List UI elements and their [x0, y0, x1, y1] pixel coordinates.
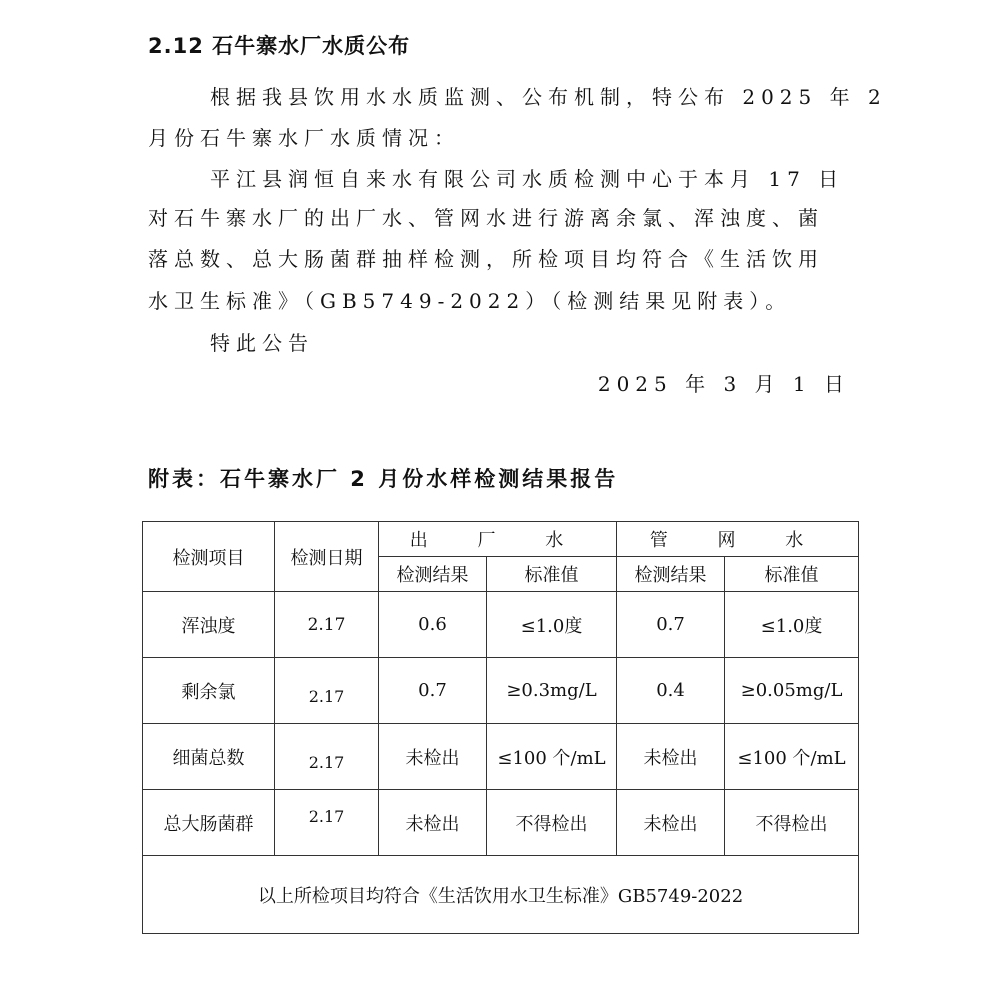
paragraph-2-line-4: 水卫生标准》（GB5749-2022）（检测结果见附表）。 — [148, 289, 792, 313]
closing-text: 特此公告 — [210, 331, 314, 355]
header-item: 检测项目 — [143, 522, 275, 592]
paragraph-2-line-1: 平江县润恒自来水有限公司水质检测中心于本月 17 日 — [210, 167, 845, 191]
cell-date: 2.17 — [308, 753, 345, 772]
cell-network-result: 0.4 — [617, 658, 725, 724]
cell-date: 2.17 — [308, 807, 345, 826]
cell-date: 2.17 — [308, 687, 345, 706]
cell-date: 2.17 — [307, 615, 346, 635]
cell-item: 剩余氯 — [143, 658, 275, 724]
table-title: 附表：石牛寨水厂 2 月份水样检测结果报告 — [148, 467, 619, 491]
cell-network-standard: ≥0.05mg/L — [725, 658, 859, 724]
cell-network-standard: ≤100 个/mL — [725, 724, 859, 790]
paragraph-1-line-1: 根据我县饮用水水质监测、公布机制，特公布 2025 年 2 — [210, 85, 887, 109]
header-date: 检测日期 — [275, 522, 379, 592]
cell-item: 浑浊度 — [143, 592, 275, 658]
table-header-row — [143, 522, 859, 557]
cell-outlet-standard: ≤100 个/mL — [487, 724, 617, 790]
cell-outlet-standard: ≥0.3mg/L — [487, 658, 617, 724]
subheader-network-result: 检测结果 — [617, 557, 725, 592]
table-row — [143, 724, 859, 790]
paragraph-2-line-3: 落总数、总大肠菌群抽样检测，所检项目均符合《生活饮用 — [148, 247, 824, 271]
table-row — [143, 790, 859, 856]
header-group-network: 管 网 水 — [617, 522, 859, 557]
cell-outlet-result: 未检出 — [379, 790, 487, 856]
header-group-outlet: 出 厂 水 — [379, 522, 617, 557]
cell-item: 总大肠菌群 — [143, 790, 275, 856]
table-row — [143, 592, 859, 658]
table-footer-note: 以上所检项目均符合《生活饮用水卫生标准》GB5749-2022 — [143, 856, 859, 934]
cell-outlet-standard: 不得检出 — [487, 790, 617, 856]
cell-outlet-result: 0.7 — [379, 658, 487, 724]
section-heading: 2.12 石牛寨水厂水质公布 — [148, 34, 411, 58]
paragraph-1-line-2: 月份石牛寨水厂水质情况： — [148, 126, 460, 150]
subheader-outlet-result: 检测结果 — [379, 557, 487, 592]
cell-network-result: 未检出 — [617, 790, 725, 856]
subheader-outlet-standard: 标准值 — [487, 557, 617, 592]
table-footer-row — [143, 856, 859, 934]
cell-network-result: 0.7 — [617, 592, 725, 658]
subheader-network-standard: 标准值 — [725, 557, 859, 592]
results-table — [142, 521, 859, 934]
cell-outlet-result: 未检出 — [379, 724, 487, 790]
cell-network-standard: 不得检出 — [725, 790, 859, 856]
cell-outlet-result: 0.6 — [379, 592, 487, 658]
cell-item: 细菌总数 — [143, 724, 275, 790]
date-line: 2025 年 3 月 1 日 — [597, 372, 850, 396]
cell-outlet-standard: ≤1.0度 — [487, 592, 617, 658]
cell-network-standard: ≤1.0度 — [725, 592, 859, 658]
table-row — [143, 658, 859, 724]
cell-network-result: 未检出 — [617, 724, 725, 790]
paragraph-2-line-2: 对石牛寨水厂的出厂水、管网水进行游离余氯、浑浊度、菌 — [148, 206, 824, 230]
